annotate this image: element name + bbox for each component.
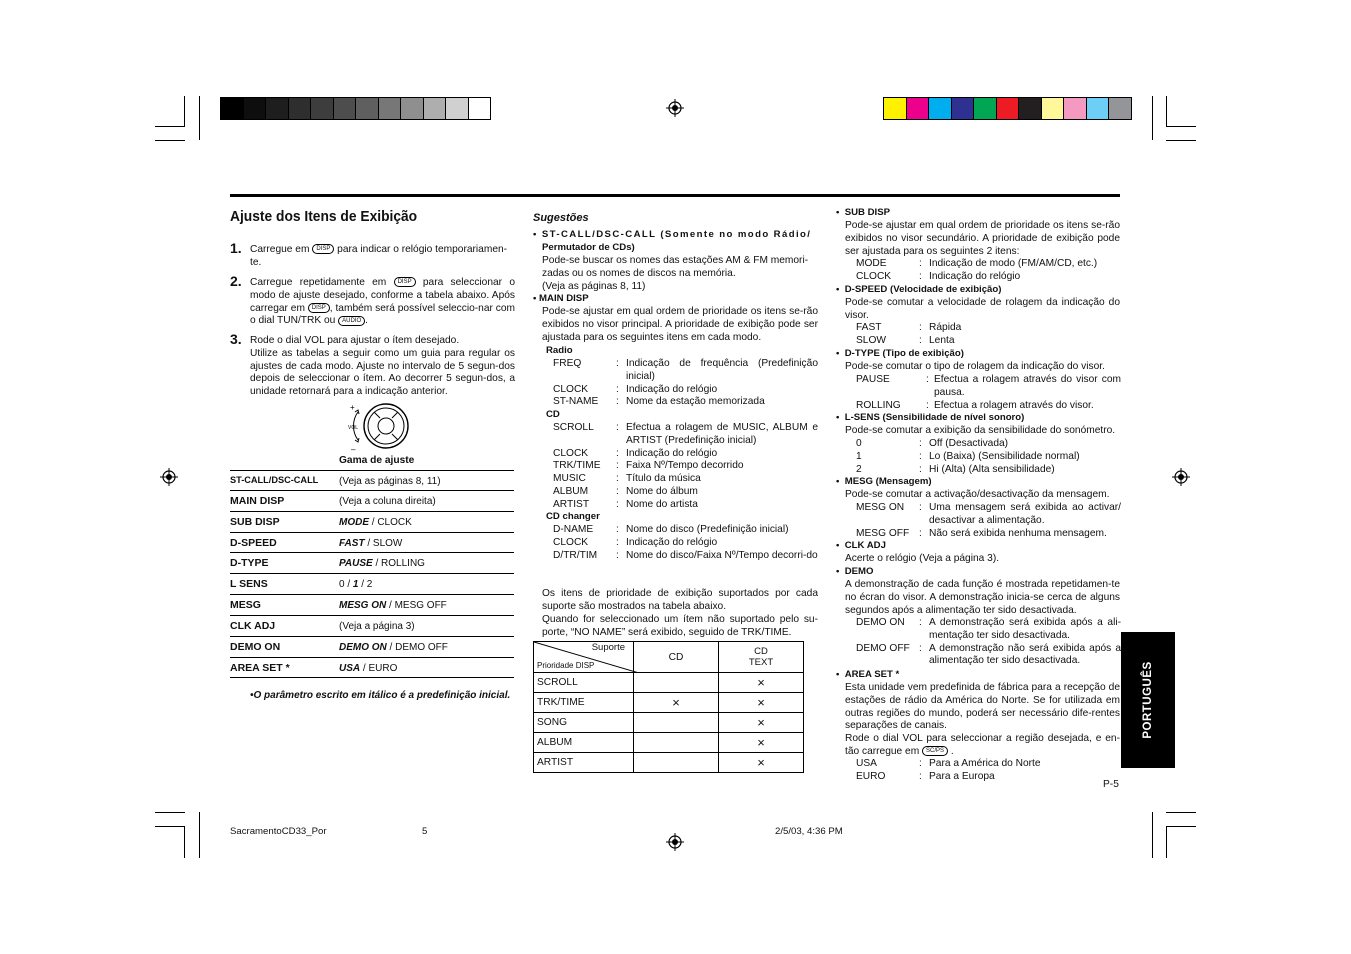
color-swatch xyxy=(469,98,491,119)
settings-row xyxy=(230,470,514,491)
settings-row xyxy=(230,552,514,573)
option-value: Efectua a rolagem através do visor. xyxy=(934,399,1094,411)
stcall-title: • ST-CALL/DSC-CALL (Somente no modo Rádio/ xyxy=(533,229,812,240)
changer-heading: CD changer xyxy=(546,511,600,522)
setting-name: D-TYPE xyxy=(230,557,269,569)
list-value: Nome do artista xyxy=(626,498,698,510)
color-swatch xyxy=(244,98,267,119)
crop-mark xyxy=(1166,826,1167,858)
setting-name: CLK ADJ xyxy=(230,620,276,632)
color-swatch xyxy=(424,98,447,119)
support-table xyxy=(533,641,804,773)
crop-mark xyxy=(1152,812,1153,858)
section-title-text: D-SPEED (Velocidade de exibição) xyxy=(844,284,1002,295)
range-rest: / CLOCK xyxy=(369,517,412,528)
option-value: Hi (Alta) (Alta sensibilidade) xyxy=(929,463,1055,475)
option-colon: : xyxy=(919,334,922,346)
list-value: Faixa Nº/Tempo decorrido xyxy=(626,460,744,472)
gama-label: Gama de ajuste xyxy=(339,455,415,466)
range-default: PAUSE xyxy=(339,558,373,569)
support-item: ARTIST xyxy=(534,753,634,773)
option-colon: : xyxy=(919,322,922,333)
setting-name: L SENS xyxy=(230,578,268,590)
option-value: Lo (Baixa) (Sensibilidade normal) xyxy=(929,450,1080,462)
list-colon: : xyxy=(616,460,619,472)
color-swatch xyxy=(356,98,379,119)
crop-mark xyxy=(1166,826,1196,827)
support-row xyxy=(534,713,804,733)
setting-range xyxy=(339,642,448,653)
option-value: Rápida xyxy=(929,322,962,333)
option-value: A demonstração será exibida após a ali-mentação ter sido desactivada. xyxy=(929,617,1121,641)
option-colon: : xyxy=(919,758,922,769)
option-value: Off (Desactivada) xyxy=(929,438,1009,449)
list-key: D/TR/TIM xyxy=(553,549,598,561)
list-colon: : xyxy=(616,358,619,369)
language-tab: PORTUGUÊS xyxy=(1121,632,1175,768)
table-bottom-rule xyxy=(230,677,514,678)
list-colon: : xyxy=(616,396,619,408)
option-colon: : xyxy=(919,258,922,269)
settings-row xyxy=(230,573,514,594)
footnote: •O parâmetro escrito em itálico é a predefinição inicial. xyxy=(250,690,511,701)
option-key: MESG ON xyxy=(856,502,905,513)
section-title-text: DEMO xyxy=(844,566,874,577)
list-colon: : xyxy=(616,498,619,510)
settings-row xyxy=(230,511,514,532)
setting-range xyxy=(339,600,447,611)
option-colon: : xyxy=(919,270,922,282)
col-cd: CD xyxy=(634,642,719,673)
option-value: Para a América do Norte xyxy=(929,758,1041,769)
col-cdtext: CD TEXT xyxy=(719,642,804,673)
color-swatch xyxy=(884,98,907,119)
section-body: Pode-se comutar o tipo de rolagem da indicação do visor. xyxy=(845,361,1105,372)
list-key: ST-NAME xyxy=(553,396,599,408)
registration-mark-icon xyxy=(666,833,684,851)
range-default: USA xyxy=(339,663,361,674)
color-bar xyxy=(883,97,1132,120)
section-body: Acerte o relógio (Veja a página 3). xyxy=(845,553,1000,564)
range-default: MODE xyxy=(339,517,369,528)
option-value: Efectua a rolagem através do visor com pausa. xyxy=(934,374,1121,398)
list-value: Efectua a rolagem de MUSIC, ALBUM e ARTIST (Predefinição inicial) xyxy=(626,422,818,446)
option-colon: : xyxy=(919,642,922,654)
section-body: Rode o dial VOL para seleccionar a região desejada, e en-tão carregue em SC/PS . xyxy=(845,733,1120,757)
svg-text:–: – xyxy=(351,445,356,454)
step-2-text: Carregue repetidamente em DISP para seleccionar o modo de ajuste desejado, conforme a tabela abaixo. Após carregar em DISP , também será possível seleccio-nar com o dial TUN/TRK ou AUDIO . xyxy=(250,277,515,327)
option-value: A demonstração não será exibida após a alimentação ter sido desactivada. xyxy=(929,642,1121,667)
crop-mark xyxy=(1166,812,1196,813)
list-value: Indicação do relógio xyxy=(626,536,718,548)
stcall-title-2: Permutador de CDs) xyxy=(542,242,635,253)
crop-mark xyxy=(1166,140,1196,141)
range-default: 1 xyxy=(352,579,359,590)
step-number: 1. xyxy=(230,240,242,256)
support-cd-mark xyxy=(634,713,719,733)
section-body: Pode-se ajustar em qual ordem de prioridade os itens se-rão exibidos no visor secundário. A prioridade de exibição pode ser ajustada para os seguintes 2 itens: xyxy=(845,220,1120,257)
setting-name: DEMO ON xyxy=(230,641,281,653)
section-title: • D-SPEED (Velocidade de exibição) xyxy=(836,284,1002,295)
list-colon: : xyxy=(616,549,619,561)
support-cdtext-mark: × xyxy=(719,753,804,773)
step-1-text: Carregue em DISP para indicar o relógio temporariamen-te. xyxy=(250,244,508,268)
option-key: ROLLING xyxy=(856,399,901,411)
crop-mark xyxy=(155,140,185,141)
option-colon: : xyxy=(919,450,922,462)
option-key: 1 xyxy=(856,450,862,462)
gray-color-bar xyxy=(220,97,491,120)
tips-heading: Sugestões xyxy=(533,212,589,224)
setting-range xyxy=(339,621,415,632)
stcall-ref: (Veja as páginas 8, 11) xyxy=(542,281,646,292)
support-row xyxy=(534,693,804,713)
section-title-text: MESG (Mensagem) xyxy=(844,476,932,487)
setting-range xyxy=(339,538,402,549)
registration-mark-icon xyxy=(1172,468,1190,486)
color-swatch xyxy=(1087,98,1110,119)
support-para-2: Quando for seleccionado um ítem não suportado pelo su-porte, “NO NAME” será exibido, seguido de TRK/TIME. xyxy=(542,614,818,638)
crop-mark xyxy=(184,826,185,858)
range-rest: / DEMO OFF xyxy=(386,642,448,653)
step-number: 3. xyxy=(230,331,242,347)
list-colon: : xyxy=(616,473,619,485)
crop-mark xyxy=(1152,96,1153,140)
color-swatch xyxy=(997,98,1020,119)
range-rest: / MESG OFF xyxy=(386,600,447,611)
option-value: Uma mensagem será exibida ao activar/ desactivar a alimentação. xyxy=(929,502,1121,526)
crop-mark xyxy=(1166,96,1167,127)
option-colon: : xyxy=(919,617,922,628)
section-title-text: SUB DISP xyxy=(844,207,891,218)
color-swatch xyxy=(952,98,975,119)
cd-heading: CD xyxy=(546,409,560,420)
setting-range xyxy=(339,476,441,487)
settings-row xyxy=(230,594,514,615)
area-instruction: Rode o dial VOL para seleccionar a região desejada, e en-tão carregue em xyxy=(845,733,1120,757)
option-key: MODE xyxy=(856,258,887,269)
range-rest: (Veja a coluna direita) xyxy=(339,496,436,507)
list-colon: : xyxy=(616,383,619,395)
range-pre: 0 / xyxy=(339,579,353,590)
footer-file: SacramentoCD33_Por xyxy=(230,826,327,837)
list-colon: : xyxy=(616,422,619,433)
section-title-text: D-TYPE (Tipo de exibição) xyxy=(844,348,964,359)
color-swatch xyxy=(266,98,289,119)
disp-button-icon: DISP xyxy=(312,244,334,254)
option-key: SLOW xyxy=(856,334,887,346)
step-number: 2. xyxy=(230,273,242,289)
support-row xyxy=(534,673,804,693)
range-rest: (Veja as páginas 8, 11) xyxy=(339,476,441,487)
range-rest: / EURO xyxy=(360,663,398,674)
setting-name: MAIN DISP xyxy=(230,495,285,507)
color-swatch xyxy=(1042,98,1065,119)
support-cd-mark xyxy=(634,733,719,753)
header-rule xyxy=(230,194,1120,197)
color-swatch xyxy=(446,98,469,119)
support-cd-mark xyxy=(634,753,719,773)
section-title-text: L-SENS (Sensibilidade de nível sonoro) xyxy=(844,412,1025,423)
option-colon: : xyxy=(919,770,922,782)
page-title: Ajuste dos Itens de Exibição xyxy=(230,208,418,225)
support-item: TRK/TIME xyxy=(534,693,634,713)
settings-row xyxy=(230,657,514,678)
list-value: Nome da estação memorizada xyxy=(626,396,765,408)
settings-row xyxy=(230,490,514,511)
list-value: Nome do disco (Predefinição inicial) xyxy=(626,524,789,535)
section-body: Pode-se comutar a velocidade de rolagem da indicação do visor. xyxy=(845,297,1120,321)
range-rest: (Veja a página 3) xyxy=(339,621,415,632)
option-value: Lenta xyxy=(929,334,955,346)
list-key: D-NAME xyxy=(553,524,594,535)
option-value: Indicação do relógio xyxy=(929,270,1021,282)
color-swatch xyxy=(379,98,402,119)
option-colon: : xyxy=(926,399,929,411)
crop-mark xyxy=(155,812,185,813)
section-body: Esta unidade vem predefinida de fábrica para a recepção de estações de rádio da América do Norte. Se for utilizada em outras regiões do mundo, poderá ser necessário dife-rentes separações de canais. xyxy=(845,682,1120,732)
list-value: Nome do disco/Faixa Nº/Tempo decorri-do xyxy=(626,549,818,561)
list-value: Indicação do relógio xyxy=(626,447,718,459)
list-colon: : xyxy=(616,524,619,535)
color-swatch xyxy=(221,98,244,119)
section-title: • SUB DISP xyxy=(836,207,891,218)
list-colon: : xyxy=(616,486,619,497)
list-colon: : xyxy=(616,447,619,459)
color-swatch xyxy=(907,98,930,119)
setting-name: SUB DISP xyxy=(230,516,280,528)
section-title-text: AREA SET * xyxy=(844,669,900,680)
list-value: Indicação do relógio xyxy=(626,383,718,395)
settings-row xyxy=(230,615,514,636)
range-rest: / ROLLING xyxy=(372,558,425,569)
crop-mark xyxy=(199,96,200,140)
scps-button-icon: SC/PS xyxy=(922,746,948,756)
list-colon: : xyxy=(616,536,619,548)
list-key: MUSIC xyxy=(553,473,586,485)
option-colon: : xyxy=(919,438,922,449)
footer-page: 5 xyxy=(422,826,428,837)
color-swatch xyxy=(289,98,312,119)
list-key: CLOCK xyxy=(553,383,589,395)
crop-mark xyxy=(155,826,185,827)
option-colon: : xyxy=(926,374,929,385)
section-title: • MESG (Mensagem) xyxy=(836,476,932,487)
settings-row xyxy=(230,636,514,657)
setting-name: AREA SET * xyxy=(230,662,290,674)
svg-text:VOL: VOL xyxy=(348,425,359,431)
color-swatch xyxy=(334,98,357,119)
section-title: • AREA SET * xyxy=(836,669,900,680)
range-default: MESG ON xyxy=(339,600,387,611)
list-key: ARTIST xyxy=(553,498,590,510)
option-key: EURO xyxy=(856,770,886,782)
section-body: Pode-se comutar a activação/desactivação da mensagem. xyxy=(845,489,1110,500)
option-key: PAUSE xyxy=(856,374,890,385)
option-key: MESG OFF xyxy=(856,527,910,539)
option-value: Para a Europa xyxy=(929,770,995,782)
section-title: • D-TYPE (Tipo de exibição) xyxy=(836,348,964,359)
registration-mark-icon xyxy=(160,468,178,486)
section-title-text: CLK ADJ xyxy=(844,540,886,551)
list-value: Título da música xyxy=(626,473,701,485)
option-key: 0 xyxy=(856,438,862,449)
option-key: FAST xyxy=(856,322,882,333)
setting-name: ST-CALL/DSC-CALL xyxy=(230,475,319,485)
section-body: A demonstração de cada função é mostrada repetidamen-te no écran do visor. A demonstração inicia-se cerca de alguns segundos após a alimentação ter sido desactivada. xyxy=(845,579,1120,616)
support-row xyxy=(534,733,804,753)
footer-date: 2/5/03, 4:36 PM xyxy=(775,826,843,837)
range-default: DEMO ON xyxy=(339,642,387,653)
option-key: 2 xyxy=(856,463,862,475)
section-title: • L-SENS (Sensibilidade de nível sonoro) xyxy=(836,412,1025,423)
step-3-text: Rode o dial VOL para ajustar o ítem desejado. Utilize as tabelas a seguir como um guia para regular os ajustes de cada modo. Ajuste no intervalo de 5 segun-dos depois de seleccionar o ítem. Ao decorrer 5 segun-dos, a unidade retornará para a indicação anterior. xyxy=(250,335,515,398)
section-title: • DEMO xyxy=(836,566,874,577)
list-key: FREQ xyxy=(553,358,582,369)
main-disp-title: • MAIN DISP xyxy=(533,293,589,304)
setting-name: D-SPEED xyxy=(230,537,277,549)
support-cd-mark: × xyxy=(634,693,719,713)
option-colon: : xyxy=(919,502,922,513)
crop-mark xyxy=(155,126,185,127)
option-key: DEMO OFF xyxy=(856,642,910,654)
crop-mark xyxy=(184,96,185,127)
audio-button-icon: AUDIO xyxy=(338,316,365,326)
support-cdtext-mark: × xyxy=(719,733,804,753)
setting-range xyxy=(339,517,412,528)
support-item: SONG xyxy=(534,713,634,733)
setting-range xyxy=(339,496,436,507)
support-cdtext-mark: × xyxy=(719,673,804,693)
registration-mark-icon xyxy=(666,99,684,117)
color-swatch xyxy=(1109,98,1131,119)
range-rest: / 2 xyxy=(358,579,373,590)
crop-mark xyxy=(199,812,200,858)
support-item: SCROLL xyxy=(534,673,634,693)
section-body: Pode-se comutar a exibição da sensibilidade do sonómetro. xyxy=(845,425,1116,436)
settings-row xyxy=(230,532,514,553)
list-key: ALBUM xyxy=(553,486,589,497)
svg-text:+: + xyxy=(350,403,355,412)
support-cdtext-mark: × xyxy=(719,693,804,713)
option-colon: : xyxy=(919,463,922,475)
support-para-1: Os itens de prioridade de exibição suportados por cada suporte são mostrados na tabela abaixo. xyxy=(542,588,818,612)
option-key: DEMO ON xyxy=(856,617,905,628)
color-swatch xyxy=(1019,98,1042,119)
option-key: USA xyxy=(856,758,877,769)
setting-range xyxy=(339,579,372,590)
color-swatch xyxy=(311,98,334,119)
vol-dial-icon xyxy=(344,402,414,456)
setting-range xyxy=(339,663,397,674)
list-value: Nome do álbum xyxy=(626,486,698,497)
range-default: FAST xyxy=(339,538,365,549)
support-row xyxy=(534,753,804,773)
setting-range xyxy=(339,558,425,569)
list-key: TRK/TIME xyxy=(553,460,601,472)
crop-mark xyxy=(1166,126,1196,127)
range-rest: / SLOW xyxy=(364,538,403,549)
color-swatch xyxy=(1064,98,1087,119)
radio-heading: Radio xyxy=(546,345,573,356)
option-value: Indicação de modo (FM/AM/CD, etc.) xyxy=(929,258,1098,269)
support-cd-mark xyxy=(634,673,719,693)
option-colon: : xyxy=(919,527,922,539)
support-cdtext-mark: × xyxy=(719,713,804,733)
section-title: • CLK ADJ xyxy=(836,540,886,551)
list-key: CLOCK xyxy=(553,447,589,459)
color-swatch xyxy=(974,98,997,119)
stcall-body: Pode-se buscar os nomes das estações AM & FM memori-zadas ou os nomes de discos na memória. xyxy=(542,255,809,279)
list-value: Indicação de frequência (Predefinição inicial) xyxy=(626,358,818,382)
option-key: CLOCK xyxy=(856,270,892,282)
list-key: CLOCK xyxy=(553,536,589,548)
disp-button-icon: DISP xyxy=(394,277,416,287)
disp-button-icon: DISP xyxy=(308,303,330,313)
support-item: ALBUM xyxy=(534,733,634,753)
list-key: SCROLL xyxy=(553,422,594,433)
option-value: Não será exibida nenhuma mensagem. xyxy=(929,527,1107,539)
color-swatch xyxy=(401,98,424,119)
setting-name: MESG xyxy=(230,599,261,611)
page-number: P-5 xyxy=(1103,779,1119,790)
main-disp-body: Pode-se ajustar em qual ordem de prioridade os itens se-rão exibidos no visor principal. A prioridade de exibição pode ser ajustada para os seguintes itens em cada modo. xyxy=(542,306,818,343)
color-swatch xyxy=(929,98,952,119)
table-diag-cell: Suporte Prioridade DISP xyxy=(534,642,634,673)
